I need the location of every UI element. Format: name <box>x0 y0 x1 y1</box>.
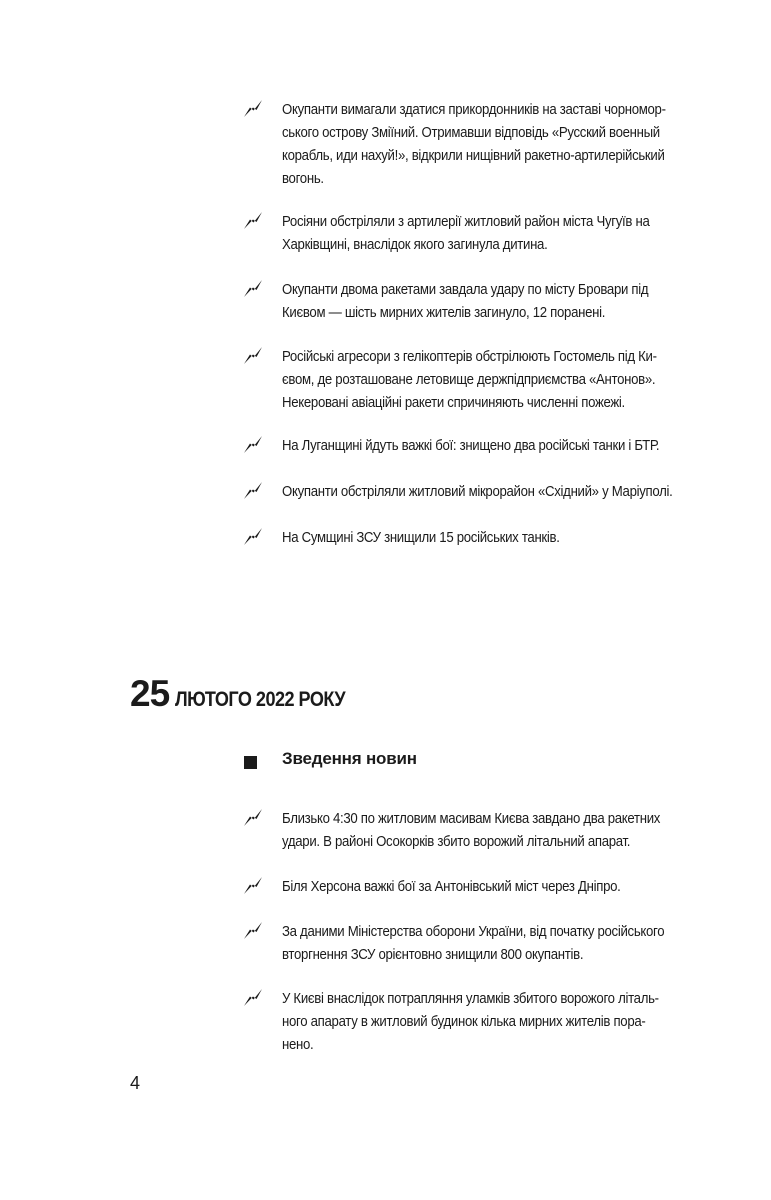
list-item-text <box>282 434 700 457</box>
text-line: Харківщині, внаслідок якого загинула дитина. <box>282 236 548 253</box>
lightning-bolt-icon <box>243 480 263 500</box>
list-item-text <box>282 480 700 503</box>
square-bullet-icon <box>244 756 257 769</box>
date-month-year: ЛЮТОГО 2022 РОКУ <box>175 688 346 711</box>
lightning-bolt-icon <box>243 920 263 940</box>
date-heading <box>130 673 373 715</box>
text-line: На Сумщині ЗСУ знищили 15 російських танків. <box>282 529 560 546</box>
lightning-bolt-icon <box>243 875 263 895</box>
text-line: Близько 4:30 по житловим масивам Києва завдано два ракетних <box>282 810 661 827</box>
lightning-bolt-icon <box>243 345 263 365</box>
list-item-text <box>282 98 700 190</box>
text-line: ського острову Зміїний. Отримавши відповідь «Русский военный <box>282 124 660 141</box>
list-item-text <box>282 345 700 414</box>
text-line: У Києві внаслідок потрапляння уламків збитого ворожого літаль- <box>282 990 659 1007</box>
lightning-bolt-icon <box>243 278 263 298</box>
text-line: Біля Херсона важкі бої за Антонівський міст через Дніпро. <box>282 878 621 895</box>
text-line: За даними Міністерства оборони України, від початку російського <box>282 923 665 940</box>
lightning-bolt-icon <box>243 434 263 454</box>
list-item-text <box>282 526 700 549</box>
text-line: ного апарату в житловий будинок кілька мирних жителів пора- <box>282 1013 646 1030</box>
news-summary-subheading: Зведення новин <box>282 749 417 768</box>
lightning-bolt-icon <box>243 987 263 1007</box>
text-line: вторгнення ЗСУ орієнтовно знищили 800 окупантів. <box>282 946 584 963</box>
text-line: Росіяни обстріляли з артилерії житловий район міста Чугуїв на <box>282 213 650 230</box>
text-line: Російські агресори з гелікоптерів обстрілюють Гостомель під Ки- <box>282 348 657 365</box>
date-day: 25 <box>130 673 170 714</box>
text-line: Києвом — шість мирних жителів загинуло, 12 поранені. <box>282 304 606 321</box>
lightning-bolt-icon <box>243 807 263 827</box>
text-line: євом, де розташоване летовище держпідприємства «Антонов». <box>282 371 656 388</box>
lightning-bolt-icon <box>243 210 263 230</box>
list-item-text <box>282 920 700 966</box>
text-line: Окупанти обстріляли житловий мікрорайон «Східний» у Маріуполі. <box>282 483 673 500</box>
text-line: вогонь. <box>282 170 324 187</box>
text-line: корабль, иди нахуй!», відкрили нищівний ракетно-артилерійський <box>282 147 665 164</box>
text-line: На Луганщині йдуть важкі бої: знищено два російські танки і БТР. <box>282 437 660 454</box>
text-line: нено. <box>282 1036 314 1053</box>
list-item-text <box>282 875 700 898</box>
text-line: удари. В районі Осокорків збито ворожий літальний апарат. <box>282 833 631 850</box>
list-item-text <box>282 210 700 256</box>
text-line: Окупанти двома ракетами завдала удару по місту Бровари під <box>282 281 649 298</box>
list-item-text <box>282 807 700 853</box>
page-number: 4 <box>130 1073 141 1093</box>
lightning-bolt-icon <box>243 526 263 546</box>
text-line: Некеровані авіаційні ракети спричиняють численні пожежі. <box>282 394 625 411</box>
lightning-bolt-icon <box>243 98 263 118</box>
list-item-text <box>282 987 700 1056</box>
text-line: Окупанти вимагали здатися прикордонників на заставі чорномор- <box>282 101 666 118</box>
list-item-text <box>282 278 700 324</box>
